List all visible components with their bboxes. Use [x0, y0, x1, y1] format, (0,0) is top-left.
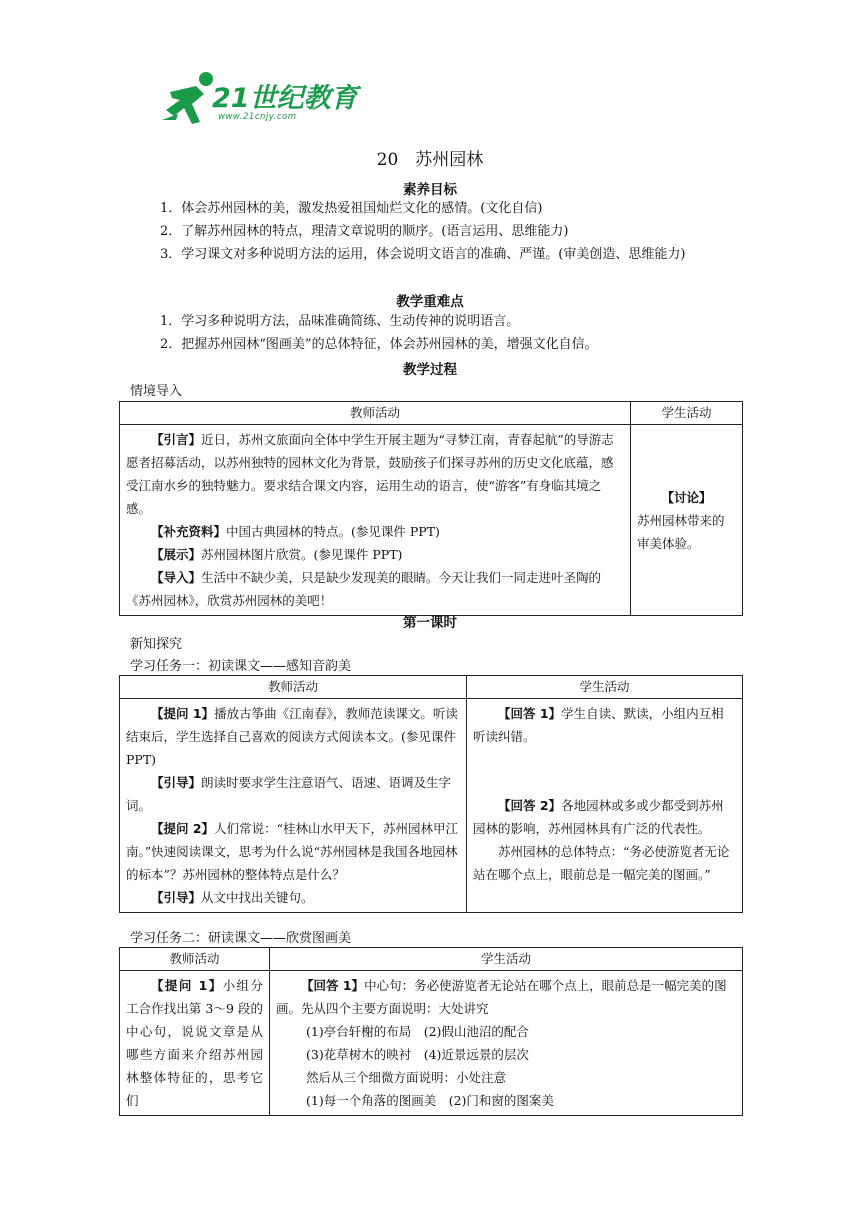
- student-paragraph: 【回答 2】各地园林或多或少都受到苏州园林的影响，苏州园林具有广泛的代表性。: [473, 798, 724, 836]
- logo-url: www.21cnjy.com: [218, 112, 297, 122]
- col-teacher-header: 教师活动: [120, 948, 270, 971]
- student-activity-cell: [631, 425, 743, 616]
- student-line: 然后从三个细微方面说明：小处注意: [306, 1070, 507, 1085]
- section-key-heading: 教学重难点: [396, 294, 464, 310]
- page-title: 20 苏州园林: [376, 150, 484, 170]
- key-point-item: 2．把握苏州园林“图画美”的总体特征，体会苏州园林的美，增强文化自信。: [160, 337, 598, 352]
- section-process-heading: 教学过程: [403, 362, 457, 378]
- new-knowledge-label: 新知探究: [130, 637, 183, 652]
- student-paragraph: 【回答 1】学生自读、默读，小组内互相听读纠错。: [473, 706, 724, 744]
- teacher-paragraph: 【提问 1】小组分工合作找出第 3～9 段的中心句，说说文章是从哪些方面来介绍苏州园林整体特征的，思考它们: [126, 978, 263, 1108]
- task1-label: 学习任务一：初读课文——感知音韵美: [130, 659, 352, 674]
- student-activity-cell: [467, 699, 743, 913]
- teacher-paragraph: 【补充资料】中国古典园林的特点。(参见课件 PPT): [151, 524, 440, 539]
- goal-item: 3．学习课文对多种说明方法的运用，体会说明文语言的准确、严谨。(审美创造、思维能力): [160, 247, 686, 262]
- student-paragraph: 苏州园林的总体特点：“务必使游览者无论站在哪个点上，眼前总是一幅完美的图画。”: [473, 844, 730, 882]
- teacher-paragraph: 【引导】朗读时要求学生注意语气、语速、语调及生字词。: [126, 775, 452, 813]
- col-student-header: 学生活动: [631, 402, 743, 425]
- goal-item: 1．体会苏州园林的美，激发热爱祖国灿烂文化的感情。(文化自信): [160, 201, 543, 216]
- student-activity-cell: [270, 971, 743, 1116]
- teacher-paragraph: 【提问 1】播放古筝曲《江南春》，教师范读课文。听读结束后，学生选择自己喜欢的阅读方式阅读本文。(参见课件 PPT): [126, 706, 458, 767]
- student-tag: 【讨论】: [661, 489, 712, 505]
- col-teacher-header: 教师活动: [120, 402, 631, 425]
- intro-label: 情境导入: [130, 384, 183, 399]
- intro-table: [119, 401, 743, 616]
- logo-brand: 21世纪教育: [212, 83, 358, 114]
- student-line: (1)每一个角落的图画美 (2)门和窗的图案美: [306, 1093, 554, 1108]
- task1-table: [119, 675, 743, 913]
- student-line: (3)花草树木的映衬 (4)近景远景的层次: [306, 1047, 529, 1062]
- teacher-paragraph: 【引言】近日，苏州文旅面向全体中学生开展主题为“寻梦江南，青春起航”的导游志愿者招募活动，以苏州独特的园林文化为背景，鼓励孩子们探寻苏州的历史文化底蕴，感受江南水乡的独特魅力。要求结合课文内容，运用生动的语言，使“游客”有身临其境之感。: [126, 432, 614, 516]
- teacher-paragraph: 【引导】从文中找出关键句。: [151, 890, 314, 905]
- teacher-paragraph: 【导入】生活中不缺少美，只是缺少发现美的眼睛。今天让我们一同走进叶圣陶的《苏州园林》，欣赏苏州园林的美吧！: [126, 570, 602, 608]
- teacher-paragraph: 【提问 2】人们常说：“桂林山水甲天下，苏州园林甲江南。”快速阅读课文，思考为什么说“苏州园林是我国各地园林的标本”？苏州园林的整体特点是什么？: [126, 821, 458, 882]
- student-line: (1)亭台轩榭的布局 (2)假山池沼的配合: [306, 1024, 529, 1039]
- student-text: 苏州园林带来的审美体验。: [637, 512, 725, 551]
- col-student-header: 学生活动: [467, 676, 743, 699]
- task2-label: 学习任务二：研读课文——欣赏图画美: [130, 931, 352, 946]
- teacher-activity-cell: [120, 425, 631, 616]
- col-student-header: 学生活动: [270, 948, 743, 971]
- teacher-paragraph: 【展示】苏州园林图片欣赏。(参见课件 PPT): [151, 547, 403, 562]
- lesson-heading: 第一课时: [403, 615, 457, 631]
- teacher-activity-cell: [120, 971, 270, 1116]
- running-figure-icon: [160, 70, 218, 130]
- col-teacher-header: 教师活动: [120, 676, 467, 699]
- key-point-item: 1．学习多种说明方法，品味准确简练、生动传神的说明语言。: [160, 314, 520, 329]
- logo: [160, 70, 360, 130]
- goal-item: 2．了解苏州园林的特点，理清文章说明的顺序。(语言运用、思维能力): [160, 224, 569, 239]
- teacher-activity-cell: [120, 699, 467, 913]
- student-paragraph: 【回答 1】中心句：务必使游览者无论站在哪个点上，眼前总是一幅完美的图画。先从四个主要方面说明：大处讲究: [276, 978, 727, 1016]
- task2-table: [119, 947, 743, 1116]
- section-goals-heading: 素养目标: [403, 182, 457, 198]
